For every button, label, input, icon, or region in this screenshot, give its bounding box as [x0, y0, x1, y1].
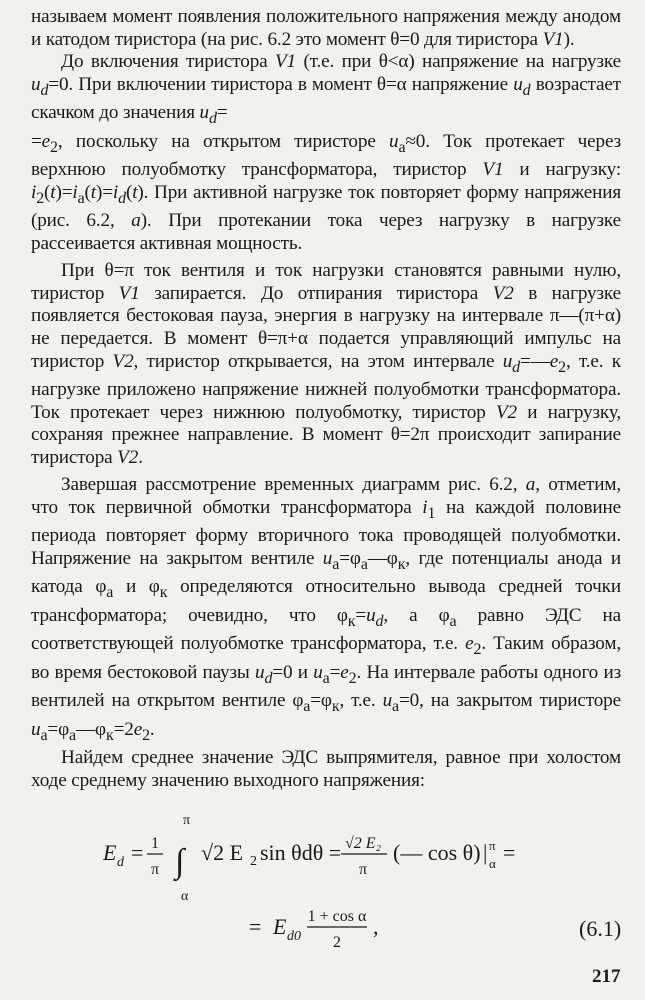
svg-text:√2 E: √2 E: [201, 840, 244, 866]
svg-text:1 + cos α: 1 + cos α: [307, 908, 367, 926]
paragraph-current-pause: При θ=π ток вентиля и ток нагрузки становятся равными нулю, тиристор V1 запирается. До отпирания тиристора V2 в нагрузке появляется бестоковая пауза, энергия в нагрузку на интервале π—(π+α) не передается. В момент θ=π+α подается управляющий импульс на тиристор V2, тиристор открывается, на этом интервале $u_d=—e_2$, т.е. к нагрузке приложено напряжение нижней полуобмотки трансформатора. Ток протекает через нижнюю полуобмотку, тиристор V2 и нагрузку, сохраняя прежнее направление. В момент θ=2π происходит запирание тиристора V2.: [31, 260, 621, 468]
svg-text:E: E: [103, 840, 117, 866]
svg-text:,: ,: [373, 914, 379, 940]
svg-text:=: =: [131, 840, 144, 866]
svg-text:1: 1: [151, 835, 159, 853]
svg-text:d0: d0: [287, 929, 301, 945]
svg-text:(— cos θ): (— cos θ): [393, 840, 481, 866]
svg-text:|: |: [483, 840, 488, 866]
svg-text:α: α: [181, 889, 189, 905]
svg-text:=: =: [249, 914, 262, 940]
page-number: 217: [592, 966, 621, 987]
svg-text:π: π: [489, 838, 496, 854]
svg-text:2: 2: [333, 934, 341, 952]
svg-text:√2 E₂: √2 E₂: [344, 835, 382, 853]
equation-6-1: [31, 814, 622, 952]
svg-text:π: π: [183, 814, 191, 829]
svg-text:π: π: [150, 861, 160, 879]
paragraph-thyristor-turn-on: До включения тиристора V1 (т.е. при θ<α) напряжение на нагрузке $u_d=0$. При включении тиристора в момент θ=α напряжение $u_d$ возрастает скачком до значения $u_d=$ $=e_2$, поскольку на открытом тиристоре $u_a\approx 0$. Ток протекает через верхнюю полуобмотку трансформатора, тиристор V1 и нагрузку: $i_2(t)=i_a(t)=i_d(t)$. При активной нагрузке ток повторяет форму напряжения (рис. 6.2, а). При протекании тока через нагрузку в нагрузке рассеивается активная мощность.: [31, 51, 621, 254]
svg-text:α: α: [489, 856, 496, 872]
paragraph-diagram-review: Завершая рассмотрение временных диаграмм рис. 6.2, а, отметим, что ток первичной обмотки трансформатора $i_1$ на каждой половине периода повторяет форму вторичного тока проводящей полуобмотки. Напряжение на закрытом вентиле $u_a=\varphi_a—\varphi_к$, где потенциалы анода и катода $\varphi_a$ и $\varphi_к$ определяются относительно вывода средней точки трансформатора; очевидно, что $\varphi_к=u_d$, а $\varphi_a$ равно ЭДС на соответствующей полуобмотке трансформатора, т.е. $e_2$. Таким образом, во время бестоковой паузы $u_d=0$ и $u_a=e_2$. На интервале работы одного из вентилей на открытом вентиле $\varphi_a=\varphi_к$, т.е. $u_a=0$, на закрытом тиристоре $u_a=\varphi_a—\varphi_к=2e_2$.: [31, 474, 622, 744]
svg-text:π: π: [358, 861, 368, 879]
svg-text:∫: ∫: [175, 843, 185, 881]
equation-number: (6.1): [579, 916, 622, 942]
paragraph-average-emf: Найдем среднее значение ЭДС выпрямителя, равное при холостом ходе среднему значению выходного напряжения:: [31, 746, 621, 791]
svg-text:d: d: [117, 855, 124, 871]
paragraph-continuation: называем момент появления положительного напряжения между анодом и катодом тиристора (на рис. 6.2 это момент θ=0 для тиристора V1).: [31, 6, 621, 50]
svg-text:2: 2: [250, 854, 257, 870]
svg-text:E: E: [273, 914, 287, 940]
svg-text:sin θdθ =: sin θdθ =: [260, 840, 342, 866]
svg-text:=: =: [503, 840, 516, 866]
